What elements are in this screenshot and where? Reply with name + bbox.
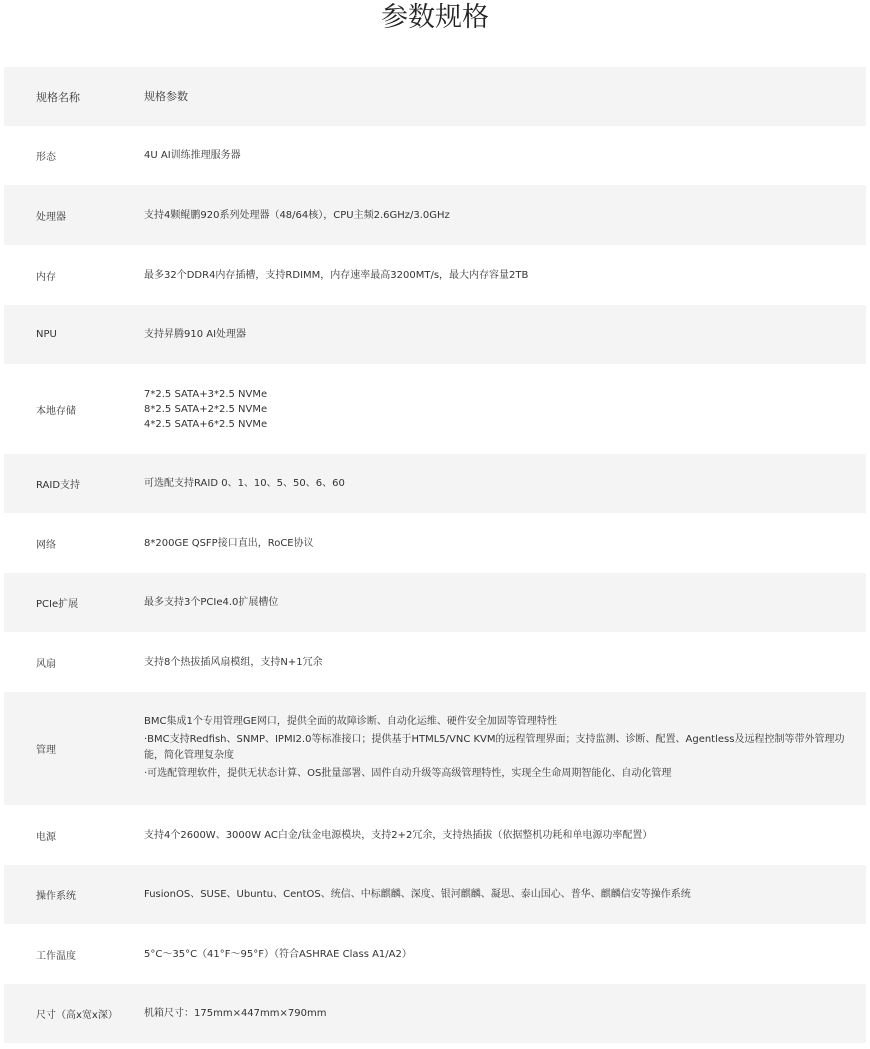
management-line: BMC集成1个专用管理GE网口，提供全面的故障诊断、自动化运维、硬件安全加固等管理特性	[144, 715, 557, 727]
spec-value: 支持4个2600W、3000W AC白金/钛金电源模块，支持2+2冗余，支持热插拔（依据整机功耗和单电源功率配置）	[144, 829, 653, 841]
spec-value: 最多支持3个PCIe4.0扩展槽位	[144, 597, 279, 608]
spec-name: 操作系统	[36, 891, 76, 902]
table-row	[4, 573, 866, 632]
spec-value: 8*200GE QSFP接口直出，RoCE协议	[144, 537, 314, 549]
table-row	[4, 364, 866, 454]
spec-name: PCIe扩展	[36, 599, 79, 610]
spec-name: 尺寸（高x宽x深）	[36, 1010, 118, 1021]
management-line: ·BMC支持Redfish、SNMP、IPMI2.0等标准接口；提供基于HTML5/VNC KVM的远程管理界面；支持监测、诊断、配置、Agentless及远程控制等带外管理功能，简化管理复杂度	[144, 733, 845, 761]
spec-value: 支持8个热拔插风扇模组，支持N+1冗余	[144, 656, 323, 668]
spec-value: FusionOS、SUSE、Ubuntu、CentOS、统信、中标麒麟、深度、银河麒麟、凝思、泰山国心、普华、麒麟信安等操作系统	[144, 889, 691, 900]
management-line: ·可选配管理软件，提供无状态计算、OS批量部署、固件自动升级等高级管理特性，实现全生命周期智能化、自动化管理	[144, 767, 672, 779]
table-row	[4, 692, 866, 805]
spec-name: 网络	[36, 539, 56, 551]
spec-value: 4U AI训练推理服务器	[144, 150, 241, 161]
spec-name: 处理器	[36, 211, 66, 223]
table-row	[4, 632, 866, 692]
spec-table	[4, 67, 866, 1043]
spec-value: 可选配支持RAID 0、1、10、5、50、6、60	[144, 478, 345, 489]
storage-option: 7*2.5 SATA+3*2.5 NVMe	[144, 388, 268, 400]
spec-value: 最多32个DDR4内存插槽，支持RDIMM，内存速率最高3200MT/s，最大内存容量2TB	[144, 269, 529, 281]
table-row	[4, 513, 866, 573]
spec-value: 机箱尺寸：175mm×447mm×790mm	[144, 1008, 327, 1019]
table-row	[4, 924, 866, 984]
spec-value: 5°C～35°C（41°F～95°F）（符合ASHRAE Class A1/A2）	[144, 948, 412, 960]
spec-value: 支持4颗鲲鹏920系列处理器（48/64核），CPU主频2.6GHz/3.0GHz	[144, 209, 450, 221]
spec-name: 风扇	[36, 658, 56, 670]
header-value: 规格参数	[144, 90, 188, 103]
spec-name: 形态	[36, 152, 56, 163]
spec-name: 工作温度	[36, 950, 76, 962]
spec-name: 管理	[36, 745, 56, 756]
spec-value	[144, 714, 866, 784]
table-row	[4, 454, 866, 513]
table-header	[4, 67, 866, 126]
spec-name: RAID支持	[36, 480, 81, 491]
table-row	[4, 185, 866, 245]
storage-option: 4*2.5 SATA+6*2.5 NVMe	[144, 418, 268, 430]
spec-name: NPU	[36, 329, 57, 340]
header-name: 规格名称	[36, 90, 80, 104]
page-title: 参数规格	[381, 2, 489, 33]
spec-value	[144, 387, 866, 432]
spec-value: 支持昇腾910 AI处理器	[144, 329, 247, 340]
spec-name: 电源	[36, 831, 56, 843]
table-row	[4, 984, 866, 1043]
table-row	[4, 805, 866, 865]
table-row	[4, 305, 866, 364]
spec-name: 本地存储	[36, 405, 76, 417]
spec-name: 内存	[36, 271, 56, 283]
table-row	[4, 245, 866, 305]
storage-option: 8*2.5 SATA+2*2.5 NVMe	[144, 403, 268, 415]
table-row	[4, 126, 866, 185]
table-row	[4, 865, 866, 924]
